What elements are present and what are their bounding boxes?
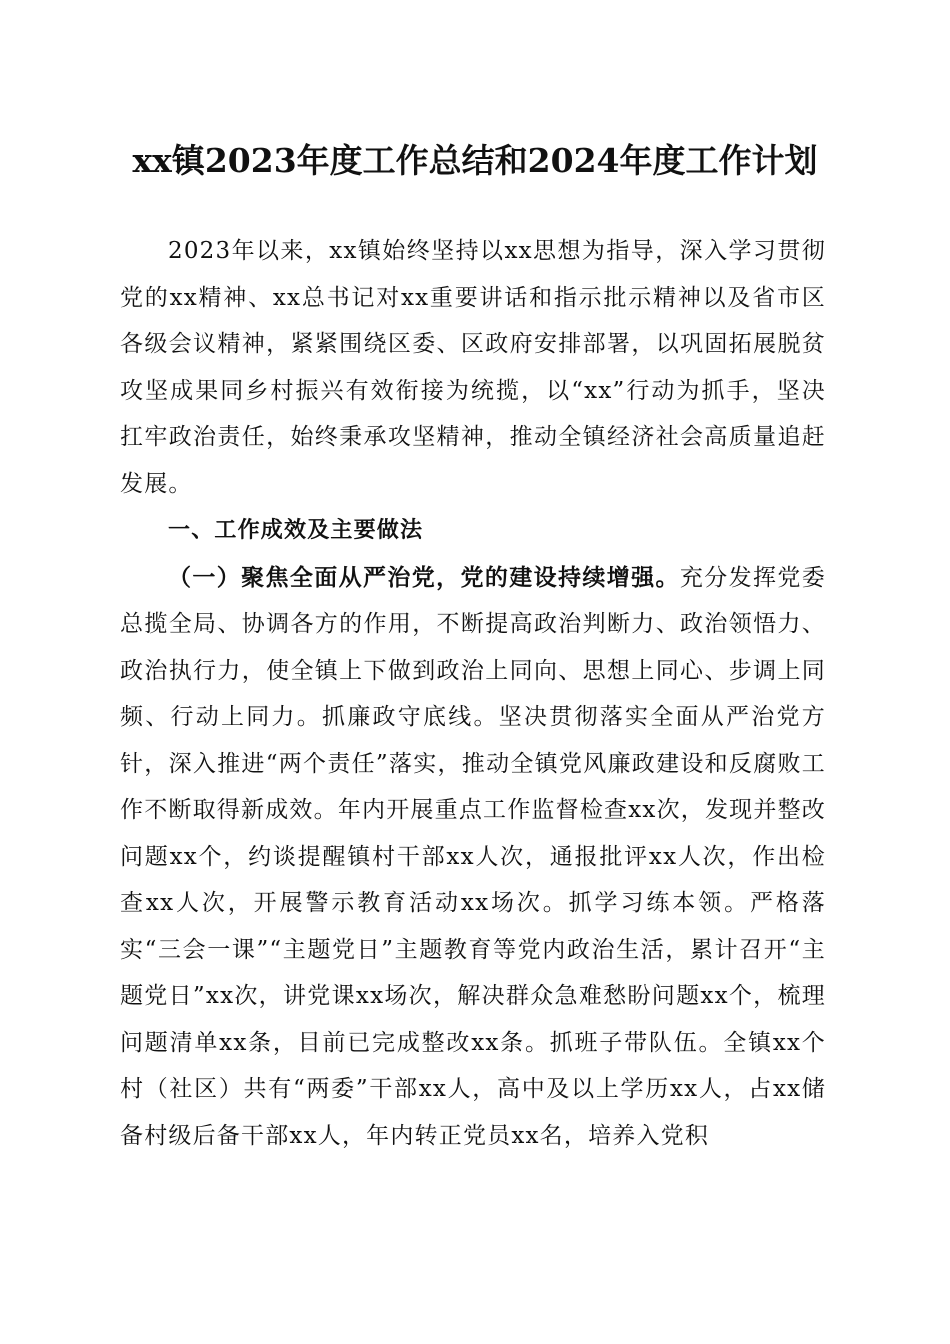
subsection-heading: （一）聚焦全面从严治党，党的建设持续增强。 [168, 564, 680, 591]
document-body [120, 228, 826, 1159]
intro-paragraph: 2023年以来，xx镇始终坚持以xx思想为指导，深入学习贯彻党的xx精神、xx总书记对xx重要讲话和指示批示精神以及省市区各级会议精神，紧紧围绕区委、区政府安排部署，以巩固拓展脱贫攻坚成果同乡村振兴有效衔接为统揽，以“xx”行动为抓手，坚决扛牢政治责任，始终秉承攻坚精神，推动全镇经济社会高质量追赶发展。 [120, 238, 826, 497]
subsection-paragraph [120, 555, 826, 1160]
document-title: xx镇2023年度工作总结和2024年度工作计划 [132, 141, 818, 180]
subsection-body: 充分发挥党委总揽全局、协调各方的作用，不断提高政治判断力、政治领悟力、政治执行力，使全镇上下做到政治上同向、思想上同心、步调上同频、行动上同力。抓廉政守底线。坚决贯彻落实全面从严治党方针，深入推进“两个责任”落实，推动全镇党风廉政建设和反腐败工作不断取得新成效。年内开展重点工作监督检查xx次，发现并整改问题xx个，约谈提醒镇村干部xx人次，通报批评xx人次，作出检查xx人次，开展警示教育活动xx场次。抓学习练本领。严格落实“三会一课”“主题党日”主题教育等党内政治生活，累计召开“主题党日”xx次，讲党课xx场次，解决群众急难愁盼问题xx个，梳理问题清单xx条，目前已完成整改xx条。抓班子带队伍。全镇xx个村（社区）共有“两委”干部xx人，高中及以上学历xx人，占xx储备村级后备干部xx人，年内转正党员xx名，培养入党积 [120, 564, 827, 1149]
section-heading: 一、工作成效及主要做法 [168, 518, 424, 543]
